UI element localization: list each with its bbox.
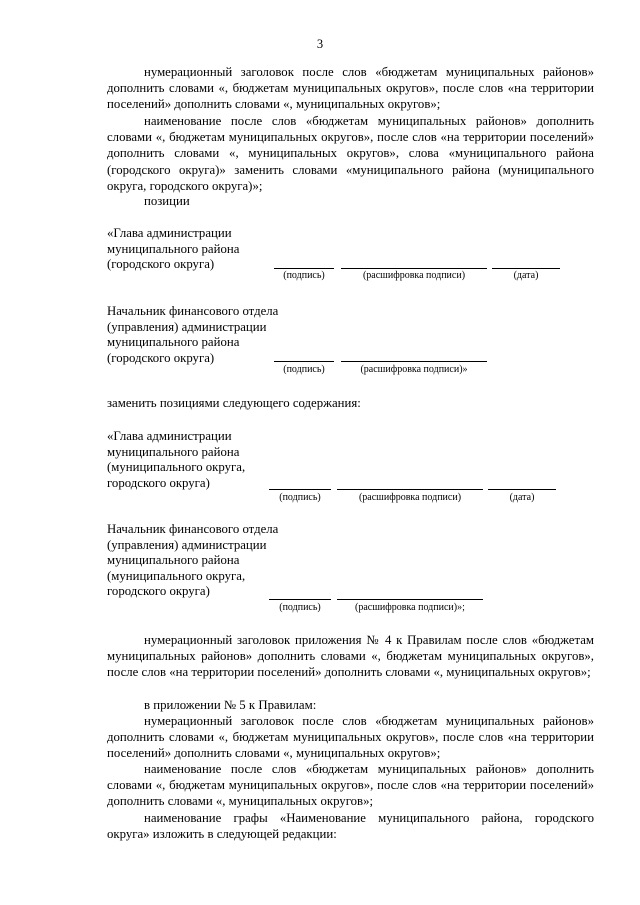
paragraph-appendix-5-numbering: нумерационный заголовок после слов «бюджетам муниципальных районов» дополнить словами «, бюджетам муниципальных округов», после слов «на территории поселений» дополнить словами «, муниципальных округов»; [107, 714, 594, 761]
paragraph-appendix-4: нумерационный заголовок приложения № 4 к Правилам после слов «бюджетам муниципальных районов» дополнить словами «, бюджетам муниципальных округов», после слов «на территории поселений» дополнить словами «, муниципальных округов»; [107, 633, 594, 680]
new-finance-signature-caption: (подпись) [279, 602, 321, 613]
old-head-signature-line [274, 268, 334, 269]
new-finance-signature-line [269, 599, 331, 600]
paragraph-appendix-5-intro: в приложении № 5 к Правилам: [144, 698, 317, 712]
new-finance-decoding-line [337, 599, 483, 600]
paragraph-numbering-header: нумерационный заголовок после слов «бюджетам муниципальных районов» дополнить словами «, бюджетам муниципальных округов», после слов «на территории поселений» дополнить словами «, муниципальных округов»; [107, 65, 594, 112]
new-finance-decoding-caption: (расшифровка подписи)»; [355, 602, 465, 613]
paragraph-column-name: наименование графы «Наименование муниципального района, городского округа» изложить в следующей редакции: [107, 811, 594, 842]
old-finance-decoding-line [341, 361, 487, 362]
positions-label: позиции [144, 194, 190, 208]
page-number: 3 [316, 37, 324, 51]
old-head-decoding-line [341, 268, 487, 269]
new-head-date-line [488, 489, 556, 490]
replace-instruction: заменить позициями следующего содержания: [107, 396, 361, 410]
new-head-date-caption: (дата) [509, 492, 535, 503]
old-head-signature-caption: (подпись) [283, 270, 325, 281]
new-head-decoding-caption: (расшифровка подписи) [358, 492, 462, 503]
old-head-decoding-caption: (расшифровка подписи) [362, 270, 466, 281]
old-finance-signature-caption: (подпись) [283, 364, 325, 375]
new-head-position-title: «Глава администрации муниципального района (муниципального округа, городского округа) [107, 429, 246, 490]
new-head-signature-line [269, 489, 331, 490]
old-head-date-line [492, 268, 560, 269]
new-head-signature-caption: (подпись) [279, 492, 321, 503]
old-head-date-caption: (дата) [513, 270, 539, 281]
old-head-position-title: «Глава администрации муниципального района (городского округа) [107, 226, 240, 272]
new-head-decoding-line [337, 489, 483, 490]
paragraph-appendix-5-title: наименование после слов «бюджетам муниципальных районов» дополнить словами «, бюджетам муниципальных округов», после слов «на территории поселений» дополнить словами «, муниципальных округов»; [107, 762, 594, 809]
new-finance-position-title: Начальник финансового отдела (управления) администрации муниципального района (муниципального округа, городского округа) [107, 522, 279, 599]
paragraph-title-amendment: наименование после слов «бюджетам муниципальных районов» дополнить словами «, бюджетам муниципальных округов», после слов «на территории поселений» дополнить словами «, муниципальных округов», слова «муниципального района (городского округа)» заменить словами «муниципального района (муниципального округа, городского округа)»; [107, 114, 594, 193]
old-finance-signature-line [274, 361, 334, 362]
old-finance-position-title: Начальник финансового отдела (управления) администрации муниципального района (городского округа) [107, 304, 279, 365]
old-finance-decoding-caption: (расшифровка подписи)» [360, 364, 468, 375]
